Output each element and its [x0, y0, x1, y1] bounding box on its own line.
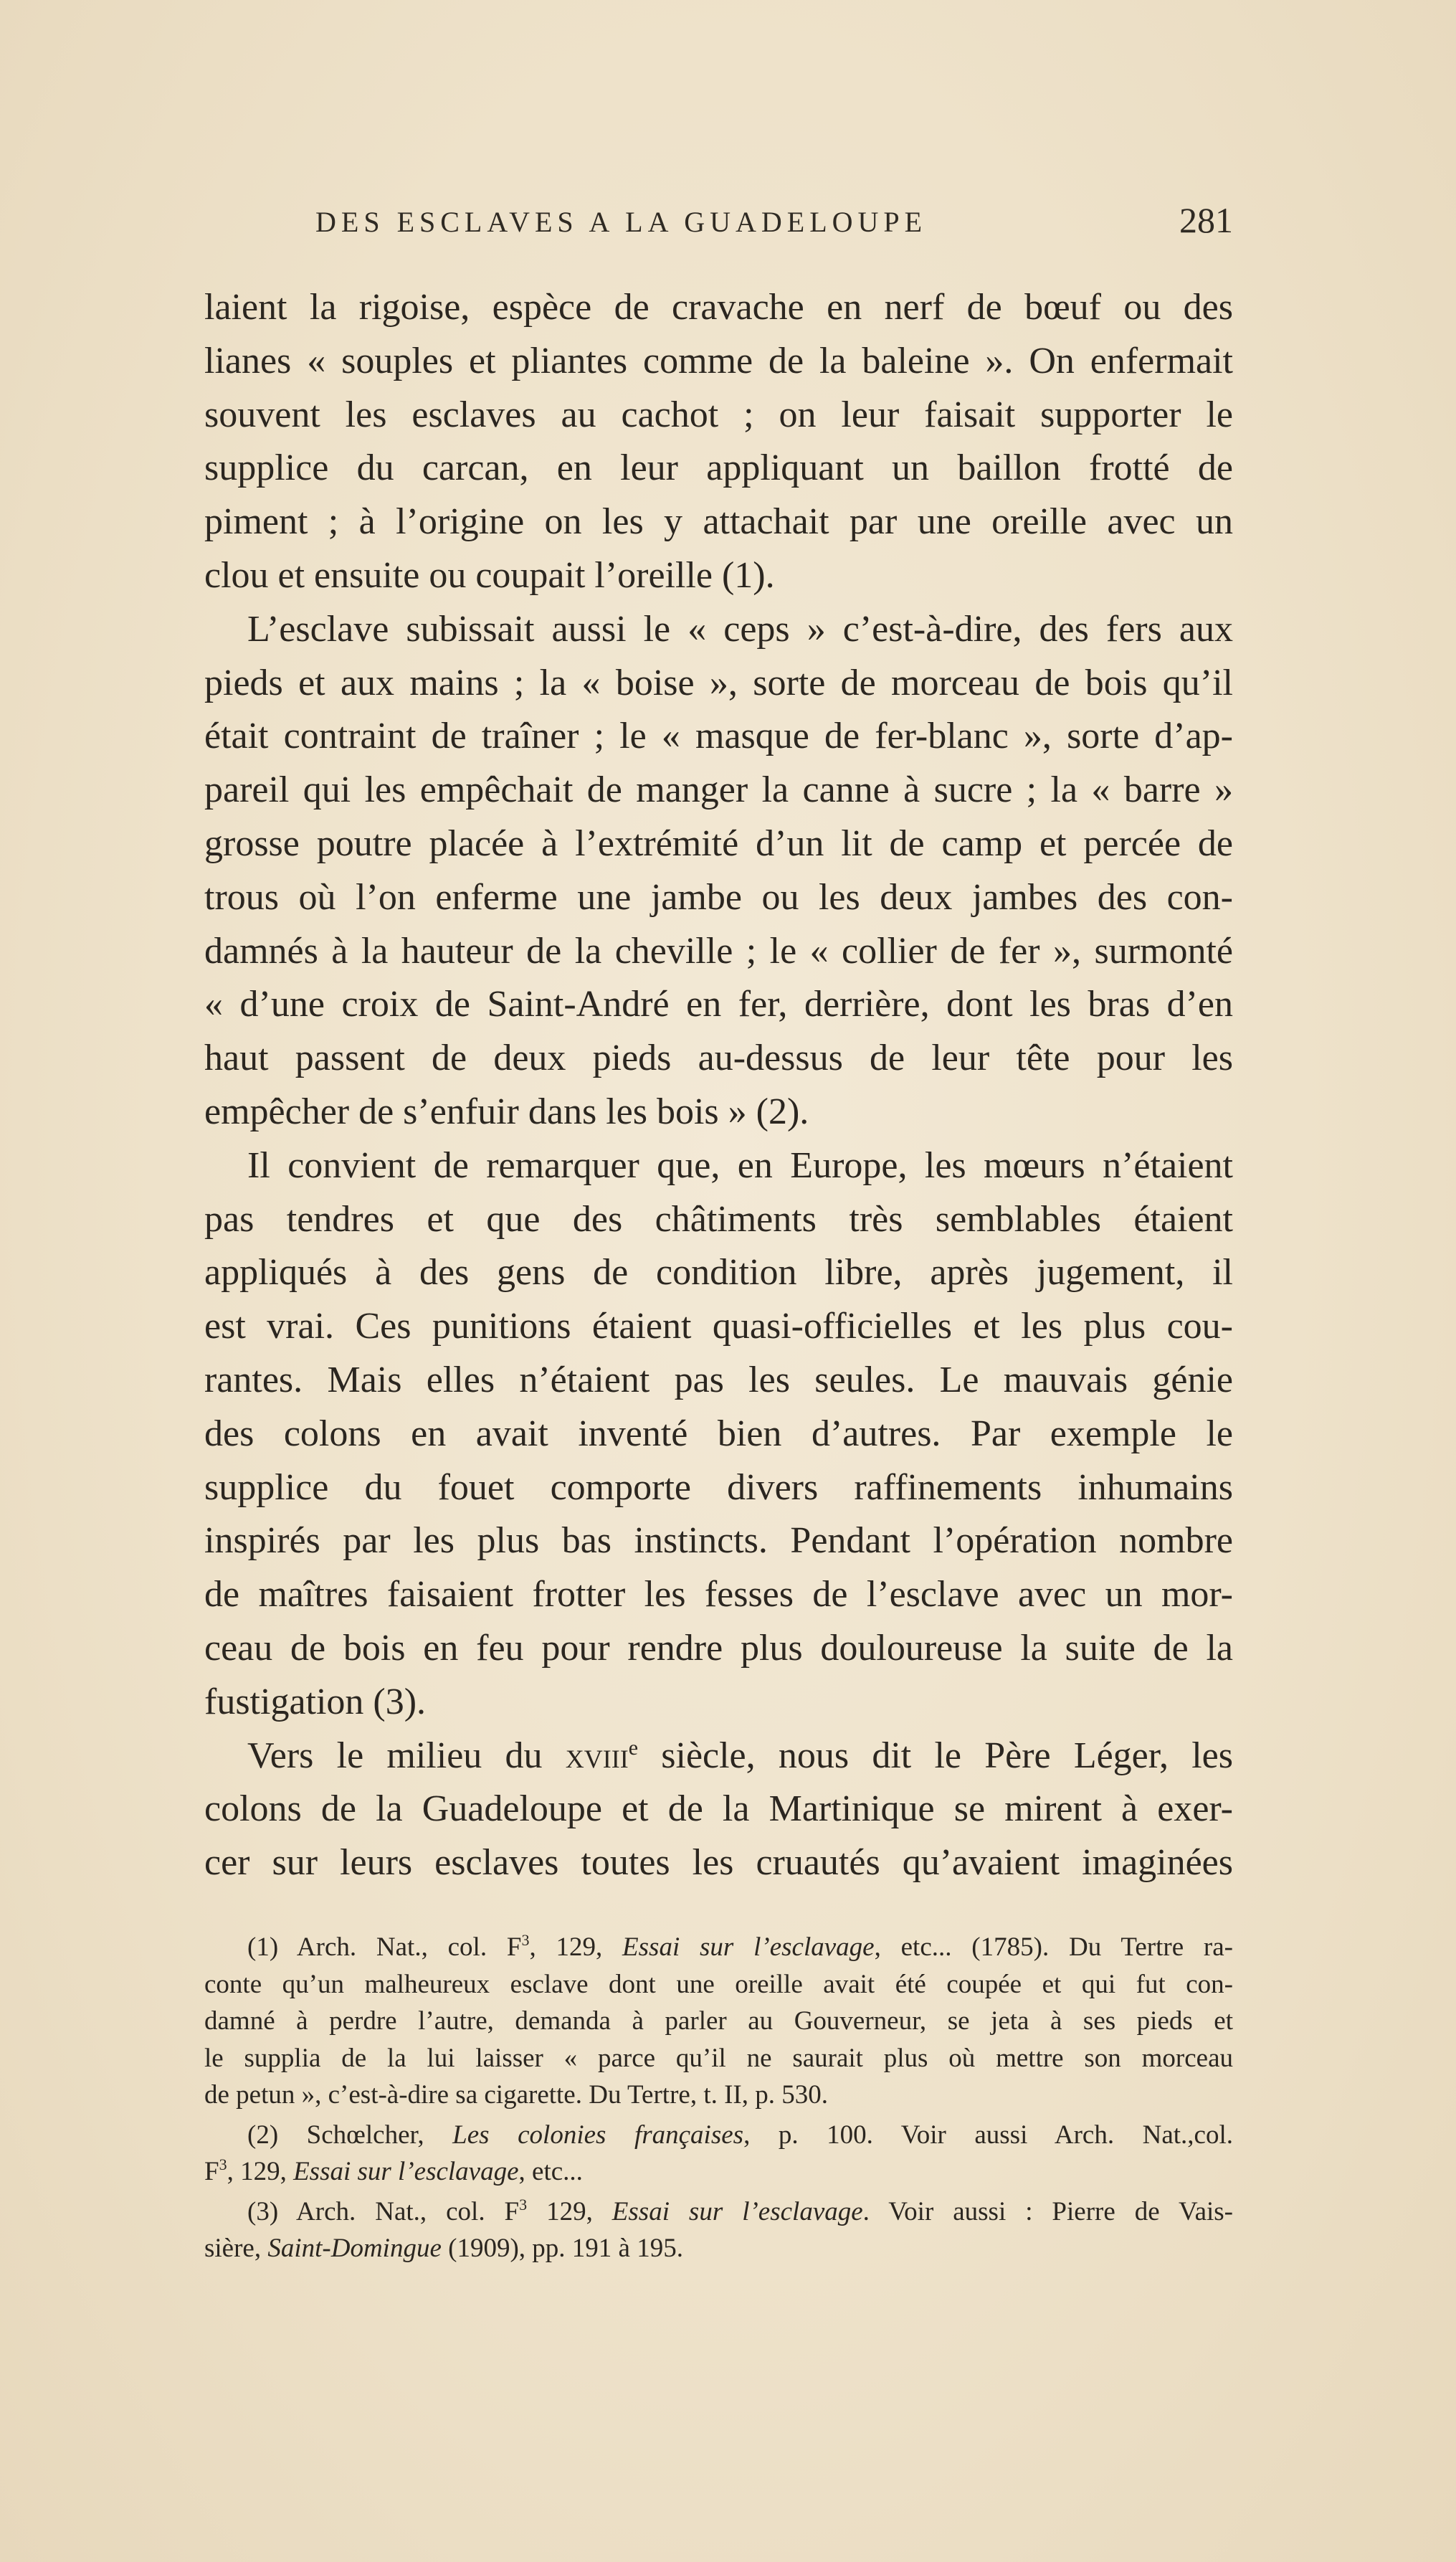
- text-line: est vrai. Ces punitions étaient quasi-officielles et les plus cou-: [204, 1306, 1233, 1347]
- text-line: « d’une croix de Saint-André en fer, derrière, dont les bras d’en: [204, 984, 1233, 1025]
- text-fragment: (2) Schœlcher,: [247, 2120, 453, 2150]
- page-number: 281: [1179, 200, 1233, 240]
- footnote-line: [204, 1929, 1233, 1966]
- text-line: L’esclave subissait aussi le « ceps » c’est-à-dire, des fers aux: [247, 608, 1233, 650]
- italic-title: Essai sur l’esclavage: [293, 2157, 519, 2186]
- page-header: [315, 199, 1233, 250]
- footnote-line: [204, 2193, 1233, 2231]
- text-line: des colons en avait inventé bien d’autres. Par exemple le: [204, 1413, 1233, 1454]
- text-line: fustigation (3).: [204, 1681, 427, 1722]
- text-line: pareil qui les empêchait de manger la canne à sucre ; la « barre »: [204, 769, 1233, 811]
- running-title: DES ESCLAVES A LA GUADELOUPE: [315, 206, 928, 238]
- text-line: appliqués à des gens de condition libre, après jugement, il: [204, 1252, 1233, 1294]
- text-line: cer sur leurs esclaves toutes les cruautés qu’avaient imaginées: [204, 1842, 1233, 1884]
- text-fragment: Vers le milieu du: [247, 1735, 566, 1776]
- text-line: colons de la Guadeloupe et de la Martinique se mirent à exer-: [204, 1788, 1233, 1830]
- footnote-line: [204, 2153, 1233, 2191]
- text-line: inspirés par les plus bas instincts. Pendant l’opération nombre: [204, 1520, 1233, 1562]
- text-fragment: , etc... (1785). Du Tertre ra-: [874, 1932, 1233, 1962]
- text-fragment: , 129,: [529, 1932, 623, 1962]
- text-line: souvent les esclaves au cachot ; on leur faisait supporter le: [204, 394, 1233, 435]
- text-line: piment ; à l’origine on les y attachait par une oreille avec un: [204, 501, 1233, 543]
- footnote-line: conte qu’un malheureux esclave dont une oreille avait été coupée et qui fut con-: [204, 1969, 1233, 1999]
- text-fragment: , etc...: [518, 2157, 583, 2186]
- text-line: Il convient de remarquer que, en Europe, les mœurs n’étaient: [247, 1144, 1233, 1186]
- text-fragment: (1909), pp. 191 à 195.: [441, 2234, 683, 2263]
- text-line: laient la rigoise, espèce de cravache en nerf de bœuf ou des: [204, 287, 1233, 328]
- text-line: supplice du carcan, en leur appliquant un baillon frotté de: [204, 447, 1233, 489]
- text-line: empêcher de s’enfuir dans les bois » (2).: [204, 1091, 809, 1132]
- text-line: ceau de bois en feu pour rendre plus douloureuse la suite de la: [204, 1627, 1233, 1669]
- text-fragment: F: [204, 2157, 219, 2186]
- superscript: 3: [521, 1931, 530, 1949]
- text-line: lianes « souples et pliantes comme de la baleine ». On enfermait: [204, 340, 1233, 381]
- italic-title: Les colonies françaises: [452, 2120, 744, 2150]
- text-fragment: (3) Arch. Nat., col. F: [247, 2196, 520, 2226]
- italic-title: Essai sur l’esclavage: [612, 2196, 863, 2226]
- footnotes: [204, 1929, 1233, 2267]
- text-line: était contraint de traîner ; le « masque de fer-blanc », sorte d’ap-: [204, 716, 1233, 757]
- superscript: 3: [519, 2195, 528, 2214]
- italic-title: Saint-Domingue: [267, 2234, 442, 2263]
- footnote-line: [204, 2230, 1233, 2267]
- text-fragment: 129,: [527, 2196, 612, 2226]
- text-fragment: (1) Arch. Nat., col. F: [247, 1932, 522, 1962]
- text-line: clou et ensuite ou coupait l’oreille (1).: [204, 554, 775, 596]
- footnote-line: damné à perdre l’autre, demanda à parler au Gouverneur, se jeta à ses pieds et: [204, 2006, 1233, 2036]
- body-text: [204, 281, 1233, 1890]
- text-fragment: siècle, nous dit le Père Léger, les: [638, 1735, 1233, 1776]
- text-line: haut passent de deux pieds au-dessus de leur tête pour les: [204, 1038, 1233, 1079]
- italic-title: Essai sur l’esclavage: [622, 1932, 875, 1962]
- text-line: pieds et aux mains ; la « boise », sorte de morceau de bois qu’il: [204, 662, 1233, 703]
- text-line: supplice du fouet comporte divers raffinements inhumains: [204, 1466, 1233, 1508]
- text-line: de maîtres faisaient frotter les fesses de l’esclave avec un mor-: [204, 1574, 1233, 1616]
- footnote-line: [204, 2117, 1233, 2154]
- text-line: trous où l’on enferme une jambe ou les deux jambes des con-: [204, 876, 1233, 918]
- superscript: 3: [219, 2155, 227, 2173]
- text-line: rantes. Mais elles n’étaient pas les seules. Le mauvais génie: [204, 1359, 1233, 1400]
- text-fragment: . Voir aussi : Pierre de Vais-: [862, 2196, 1233, 2226]
- text-line: damnés à la hauteur de la cheville ; le « collier de fer », surmonté: [204, 930, 1233, 972]
- superscript: e: [628, 1735, 639, 1760]
- century-numeral: xviii: [565, 1735, 629, 1776]
- text-fragment: sière,: [204, 2234, 268, 2263]
- text-line: pas tendres et que des châtiments très semblables étaient: [204, 1198, 1233, 1240]
- footnote-line: le supplia de la lui laisser « parce qu’il ne saurait plus où mettre son morceau: [204, 2043, 1233, 2073]
- text-fragment: , p. 100. Voir aussi Arch. Nat.,col.: [743, 2120, 1233, 2150]
- text-fragment: , 129,: [227, 2157, 294, 2186]
- footnote-line: de petun », c’est-à-dire sa cigarette. Du Tertre, t. II, p. 530.: [204, 2080, 828, 2110]
- text-line: grosse poutre placée à l’extrémité d’un lit de camp et percée de: [204, 822, 1233, 864]
- text-line: [204, 1730, 1233, 1783]
